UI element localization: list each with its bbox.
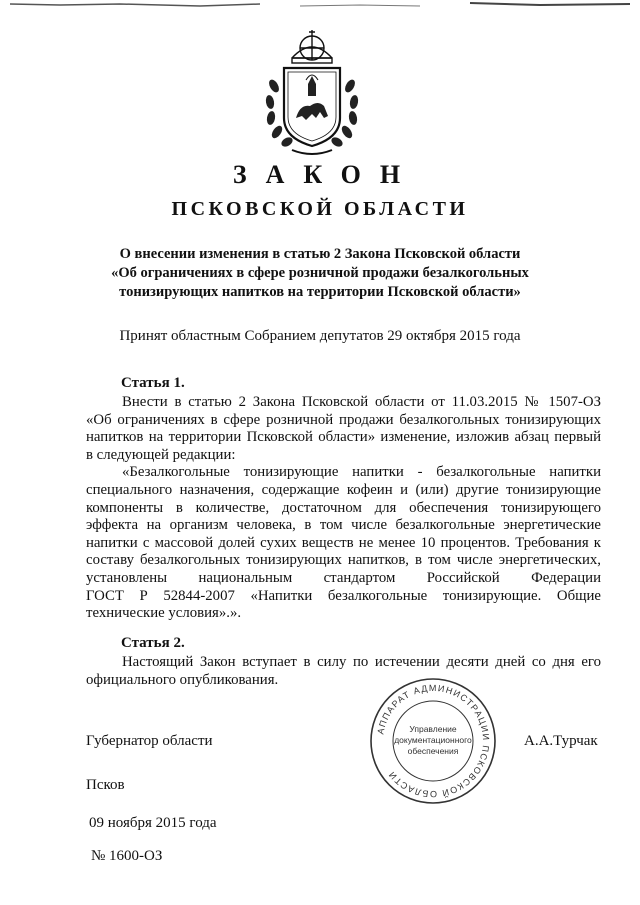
adoption-statement: Принят областным Собранием депутатов 29 октября 2015 года — [119, 328, 521, 344]
text-line: технические условия».». — [86, 605, 242, 622]
law-number: № 1600-ОЗ — [91, 848, 163, 864]
article-2-heading: Статья 2. — [121, 635, 185, 651]
text-line: напитков на территории Псковской области» изменение, изложив абзац первый — [86, 429, 601, 446]
pskov-coat-of-arms-emblem — [262, 26, 362, 160]
place-of-signing: Псков — [86, 777, 125, 793]
region-title: ПСКОВСКОЙ ОБЛАСТИ — [171, 198, 469, 220]
text-line: эффекта на организм человека, в том числе безалкогольные энергетические — [86, 517, 601, 534]
scan-edge-artifact — [0, 0, 640, 14]
subject-line: «Об ограничениях в сфере розничной продажи безалкогольных — [111, 265, 529, 281]
signer-position: Губернатор области — [86, 733, 213, 749]
text-line: установлены национальным стандартом Российской Федерации — [86, 569, 601, 586]
text-line: напитки с массовой долей сухих веществ не менее 10 процентов. Требования к — [86, 534, 601, 551]
subject-line: тонизирующих напитков на территории Псковской области» — [119, 284, 521, 300]
text-line: «Безалкогольные тонизирующие напитки - безалкогольные напитки — [122, 464, 601, 481]
article-2-body — [86, 654, 601, 689]
stamp-center-text: документационного — [394, 735, 472, 745]
signer-name: А.А.Турчак — [524, 733, 598, 749]
text-line: специального назначения, содержащие кофеин и (или) другие тонизирующие — [86, 481, 601, 498]
law-subject-heading — [90, 245, 550, 302]
stamp-ring-text: АППАРАТ АДМИНИСТРАЦИИ ПСКОВСКОЙ ОБЛАСТИ — [375, 682, 492, 800]
text-line: «Об ограничениях в сфере розничной продажи безалкогольных тонизирующих — [86, 411, 601, 428]
text-line: официального опубликования. — [86, 671, 279, 688]
text-line: Настоящий Закон вступает в силу по истечении десяти дней со дня его — [122, 654, 601, 670]
text-line: составу безалкогольных тонизирующих напитков, в том числе энергетических, — [86, 552, 601, 569]
subject-line: О внесении изменения в статью 2 Закона Псковской области — [119, 246, 521, 262]
signing-date: 09 ноября 2015 года — [89, 815, 217, 831]
stamp-center-text: Управление — [409, 724, 457, 734]
text-line: ГОСТ Р 52844-2007 «Напитки безалкогольные тонизирующие. Общие — [86, 587, 601, 604]
text-line: Внести в статью 2 Закона Псковской области от 11.03.2015 № 1507-ОЗ — [122, 394, 601, 410]
stamp-center-text: обеспечения — [407, 746, 459, 756]
article-1-heading: Статья 1. — [121, 375, 185, 391]
law-title: ЗАКОН — [232, 160, 420, 189]
text-line: в следующей редакции: — [86, 446, 236, 463]
article-1-body — [86, 394, 601, 623]
text-line: компоненты в количестве, достаточном для обеспечения тонизирующего — [86, 499, 601, 516]
official-round-stamp — [368, 676, 498, 806]
